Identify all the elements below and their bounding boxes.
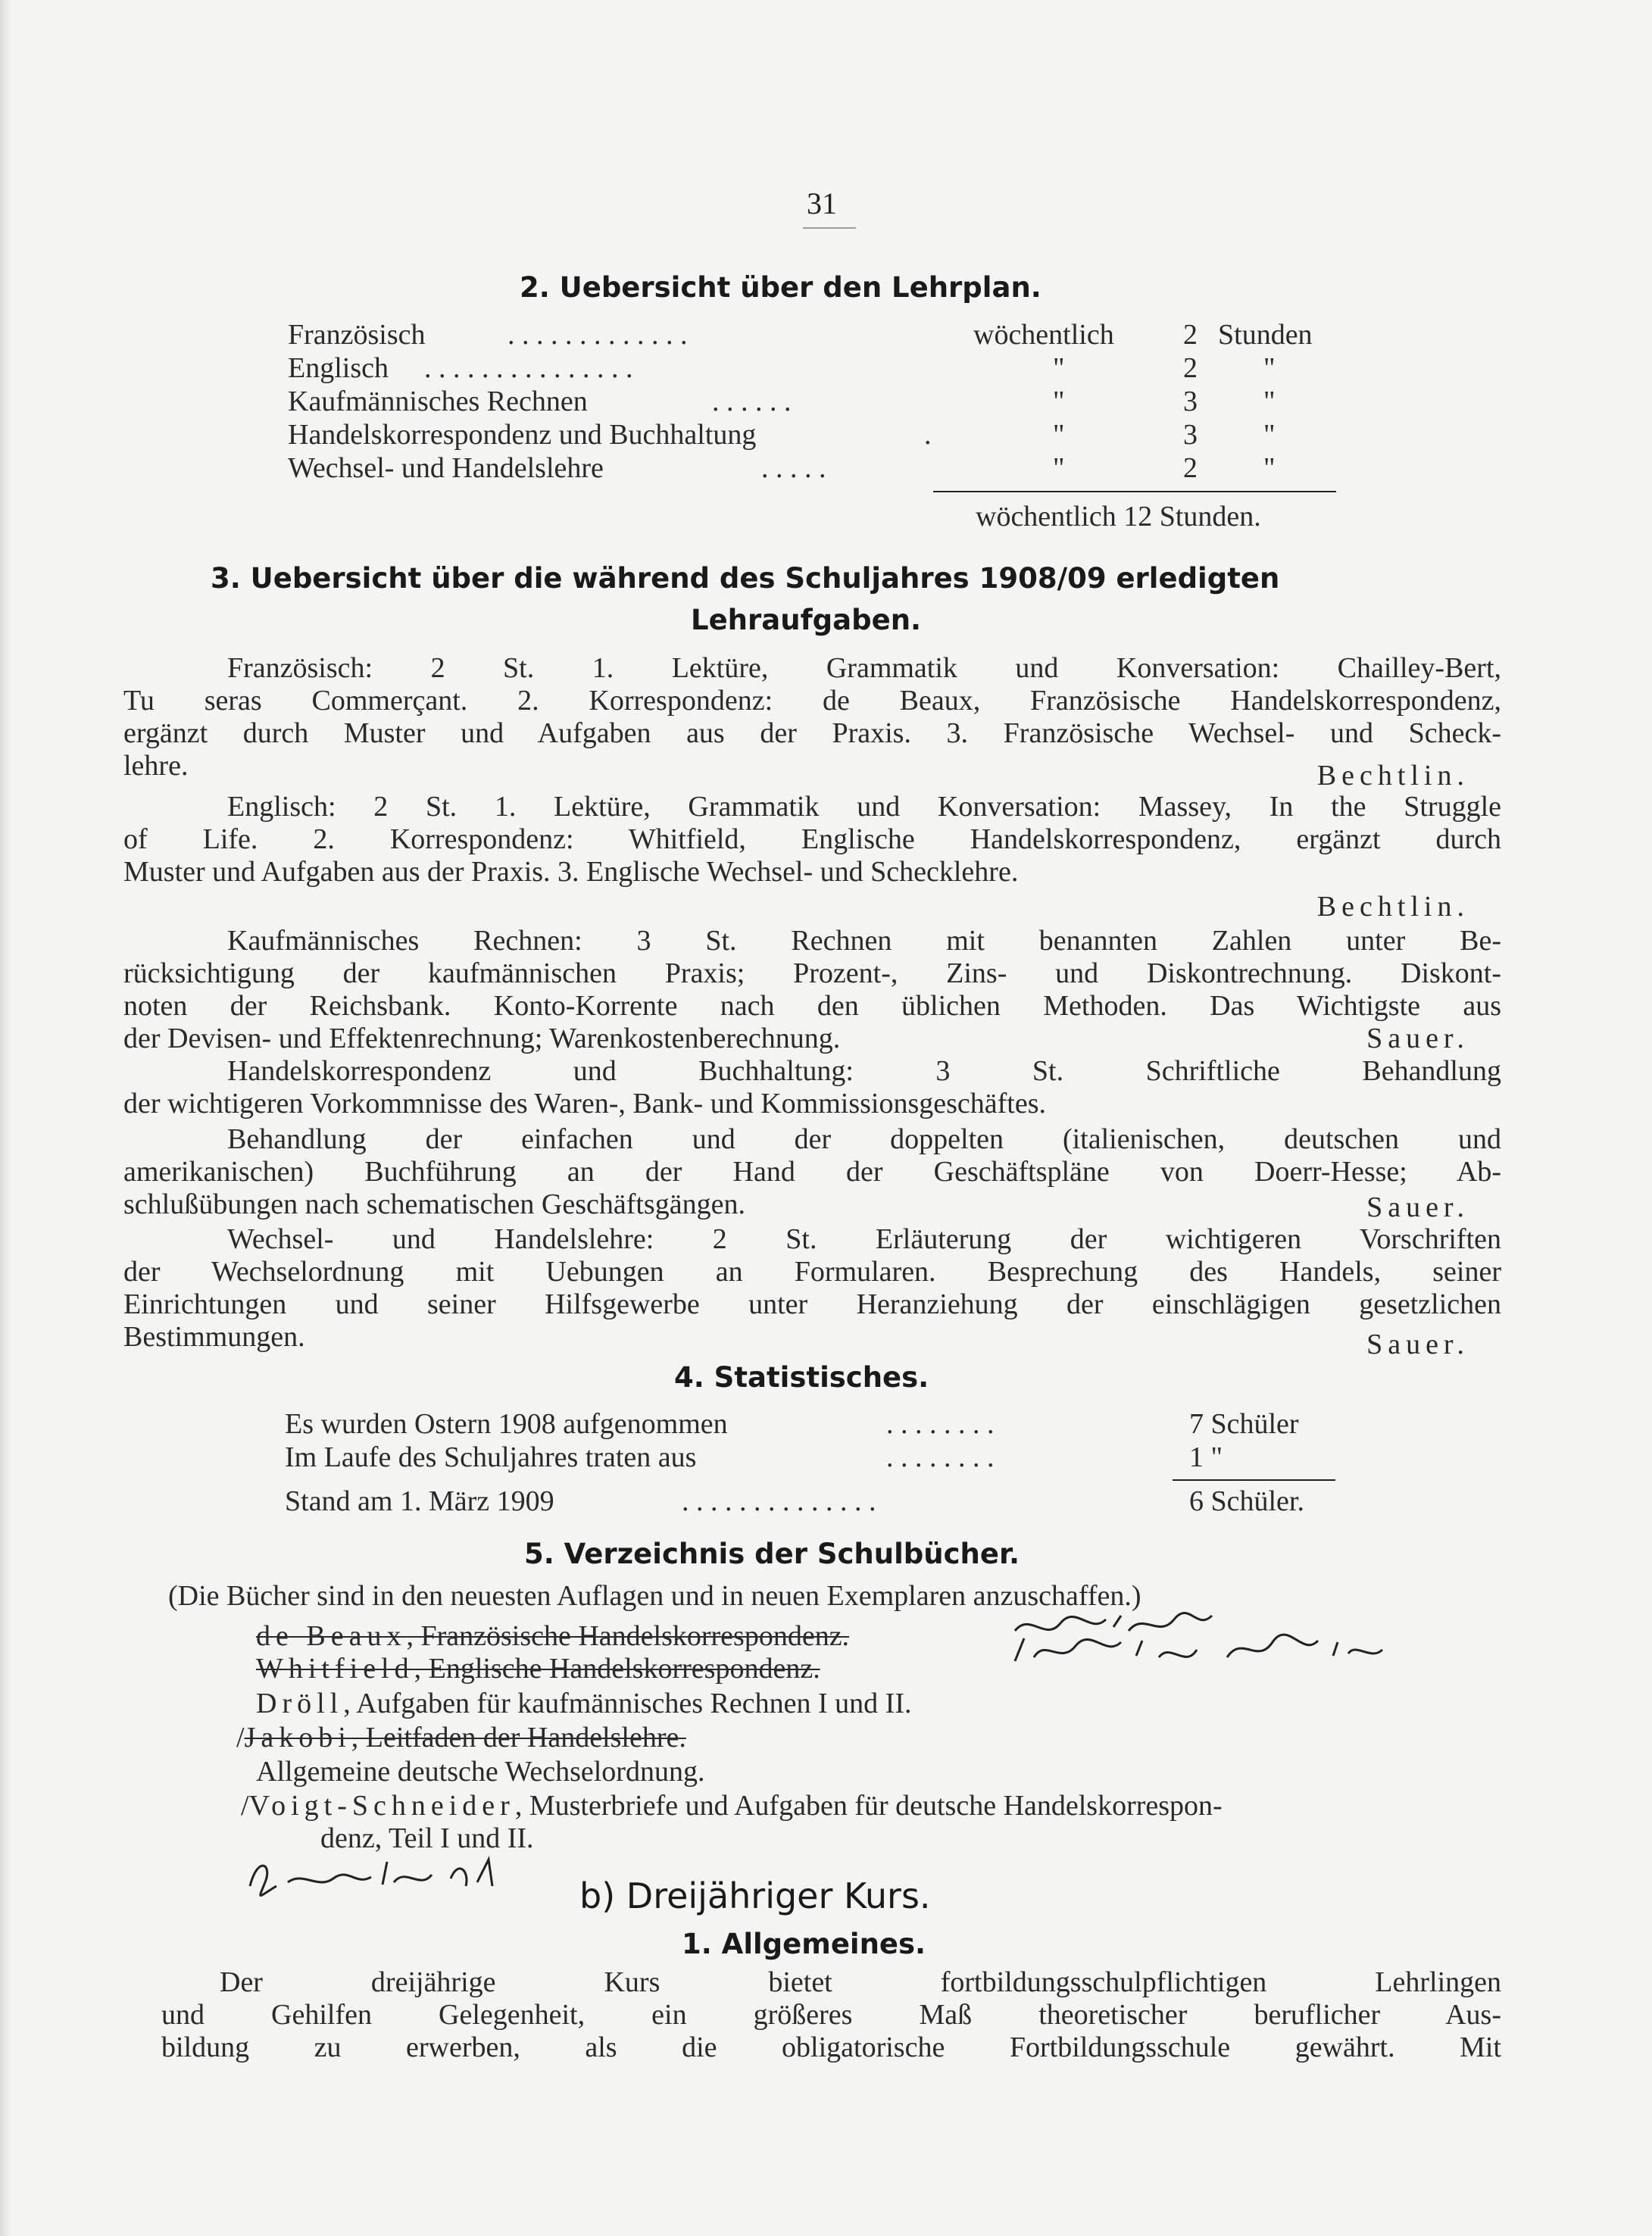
book-item-cont: denz, Teil I und II. (320, 1822, 534, 1854)
book-author: de Beaux (256, 1620, 407, 1652)
lehrplan-hours: 2 (1183, 452, 1198, 484)
stat-value: 6 Schüler. (1189, 1485, 1304, 1517)
text-line: ergänzt durch Muster und Aufgaben aus der Praxis. 3. Französische Wechsel- und Scheck- (123, 717, 1501, 749)
text-line: Handelskorrespondenz und Buchhaltung: 3 St. Schriftliche Behandlung (227, 1055, 1501, 1087)
teacher-name: Sauer. (1366, 1329, 1469, 1360)
lehrplan-subject: Französisch (288, 319, 426, 351)
section5-title: 5. Verzeichnis der Schulbücher. (524, 1538, 1020, 1570)
book-item (236, 1721, 686, 1754)
page-number: 31 (807, 186, 837, 220)
text-line: rücksichtigung der kaufmännischen Praxis; Prozent-, Zins- und Diskontrechnung. Diskont- (123, 957, 1501, 989)
sum-rule (1173, 1479, 1335, 1481)
stat-dots: . . . . . . . . (886, 1408, 995, 1440)
stat-value: 1 " (1189, 1441, 1223, 1473)
text-line: und Gehilfen Gelegenheit, ein größeres Maß theoretischer beruflicher Aus- (161, 1999, 1501, 2031)
book-mark: / (236, 1722, 245, 1754)
text-line: Wechsel- und Handelslehre: 2 St. Erläuterung der wichtigeren Vorschriften (227, 1223, 1501, 1255)
text-line: Bestimmungen. (123, 1321, 305, 1353)
teacher-name: Bechtlin. (1316, 760, 1469, 792)
text-line: Muster und Aufgaben aus der Praxis. 3. Englische Wechsel- und Schecklehre. (123, 856, 1019, 888)
lehrplan-hours: 2 (1183, 319, 1198, 351)
book-mark: / (241, 1790, 249, 1822)
text-line: Englisch: 2 St. 1. Lektüre, Grammatik und Konversation: Massey, In the Struggle (227, 791, 1501, 823)
lehrplan-freq: " (1053, 386, 1065, 417)
book-title: , Leitfaden der Handelslehre. (351, 1722, 686, 1754)
handwritten-signature (242, 1848, 545, 1901)
lehrplan-unit: " (1263, 419, 1276, 451)
lehrplan-subject: Kaufmännisches Rechnen (288, 386, 588, 417)
book-author: Whitfield (256, 1653, 414, 1685)
text-line: Behandlung der einfachen und der doppelten (italienischen, deutschen und (227, 1123, 1501, 1155)
book-item (256, 1687, 911, 1720)
lehrplan-hours: 3 (1183, 386, 1198, 417)
books-intro: (Die Bücher sind in den neuesten Auflagen und in neuen Exemplaren anzuschaffen.) (168, 1580, 1141, 1612)
book-item (256, 1619, 849, 1653)
lehrplan-unit: " (1263, 386, 1276, 417)
book-struck (245, 1722, 686, 1754)
book-item (256, 1652, 820, 1685)
section-b-subtitle: 1. Allgemeines. (682, 1928, 926, 1960)
lehrplan-unit: " (1263, 452, 1276, 484)
book-author: Dröll (256, 1688, 344, 1719)
lehrplan-hours: 2 (1183, 352, 1198, 384)
text-line: schlußübungen nach schematischen Geschäftsgängen. (123, 1188, 745, 1220)
stat-value: 7 Schüler (1189, 1408, 1299, 1440)
lehrplan-freq: " (1053, 352, 1065, 384)
teacher-name: Bechtlin. (1316, 891, 1469, 923)
stat-label: Stand am 1. März 1909 (285, 1485, 554, 1517)
section-b-title: b) Dreijähriger Kurs. (579, 1875, 931, 1916)
stat-dots: . . . . . . . . (886, 1441, 995, 1473)
lehrplan-dots: . . . . . (761, 452, 826, 484)
lehrplan-dots: . . . . . . (712, 386, 792, 417)
section4-title: 4. Statistisches. (674, 1361, 929, 1394)
book-title: , Musterbriefe und Aufgaben für deutsche Handelskorrespon- (514, 1790, 1223, 1822)
lehrplan-freq: " (1053, 452, 1065, 484)
book-title: Allgemeine deutsche Wechselordnung. (256, 1756, 705, 1788)
lehrplan-subject: Wechsel- und Handelslehre (288, 452, 604, 484)
lehrplan-unit: Stunden (1218, 319, 1313, 351)
text-line: Einrichtungen und seiner Hilfsgewerbe unter Heranziehung der einschlägigen gesetzlichen (123, 1288, 1501, 1320)
text-line: der Devisen- und Effektenrechnung; Warenkostenberechnung. (123, 1023, 841, 1054)
lehrplan-dots: . . . . . . . . . . . . . . . (424, 352, 633, 384)
book-item (256, 1755, 704, 1788)
lehrplan-freq: " (1053, 419, 1065, 451)
book-title: , Englische Handelskorrespondenz. (414, 1653, 820, 1685)
sum-rule (933, 491, 1336, 492)
stat-label: Im Laufe des Schuljahres traten aus (285, 1441, 697, 1473)
lehrplan-subject: Englisch (288, 352, 389, 384)
book-title: , Aufgaben für kaufmännisches Rechnen I und II. (343, 1688, 912, 1719)
text-line: Französisch: 2 St. 1. Lektüre, Grammatik und Konversation: Chailley-Bert, (227, 652, 1501, 684)
lehrplan-dots: . (924, 419, 932, 451)
text-line: der wichtigeren Vorkommnisse des Waren-, Bank- und Kommissionsgeschäftes. (123, 1088, 1047, 1120)
stat-label: Es wurden Ostern 1908 aufgenommen (285, 1408, 728, 1440)
stat-dots: . . . . . . . . . . . . . . (682, 1485, 876, 1517)
text-line: amerikanischen) Buchführung an der Hand der Geschäftspläne von Doerr-Hesse; Ab- (123, 1156, 1501, 1188)
lehrplan-unit: " (1263, 352, 1276, 384)
lehrplan-hours: 3 (1183, 419, 1198, 451)
teacher-name: Sauer. (1366, 1023, 1469, 1054)
book-author: Voigt-Schneider (248, 1790, 515, 1822)
text-line: bildung zu erwerben, als die obligatorische Fortbildungsschule gewährt. Mit (161, 2031, 1501, 2063)
book-item (241, 1789, 1223, 1822)
lehrplan-freq: wöchentlich (973, 319, 1114, 351)
text-line: of Life. 2. Korrespondenz: Whitfield, Englische Handelskorrespondenz, ergänzt durch (123, 823, 1501, 855)
section3-title: 3. Uebersicht über die während des Schuljahres 1908/09 erledigten (211, 562, 1280, 595)
lehrplan-subject: Handelskorrespondenz und Buchhaltung (288, 419, 757, 451)
section3-title-cont: Lehraufgaben. (691, 604, 922, 636)
book-title: , Französische Handelskorrespondenz. (406, 1620, 850, 1652)
text-line: Kaufmännisches Rechnen: 3 St. Rechnen mit benannten Zahlen unter Be- (227, 925, 1501, 957)
text-line: lehre. (123, 750, 189, 782)
section2-title: 2. Uebersicht über den Lehrplan. (520, 271, 1041, 304)
text-line: der Wechselordnung mit Uebungen an Formularen. Besprechung des Handels, seiner (123, 1256, 1501, 1288)
page-edge-shadow (0, 0, 11, 2236)
lehrplan-total: wöchentlich 12 Stunden. (976, 501, 1261, 532)
handwritten-note-1 (1000, 1597, 1394, 1672)
page-number-rule (803, 227, 856, 229)
lehrplan-dots: . . . . . . . . . . . . . (507, 319, 688, 351)
text-line: Tu seras Commerçant. 2. Korrespondenz: de Beaux, Französische Handelskorrespondenz, (123, 685, 1501, 717)
text-line: noten der Reichsbank. Konto-Korrente nach den üblichen Methoden. Das Wichtigste aus (123, 990, 1501, 1022)
book-author: Jakobi (244, 1722, 351, 1754)
teacher-name: Sauer. (1366, 1191, 1469, 1223)
text-line: Der dreijährige Kurs bietet fortbildungsschulpflichtigen Lehrlingen (220, 1966, 1501, 1998)
